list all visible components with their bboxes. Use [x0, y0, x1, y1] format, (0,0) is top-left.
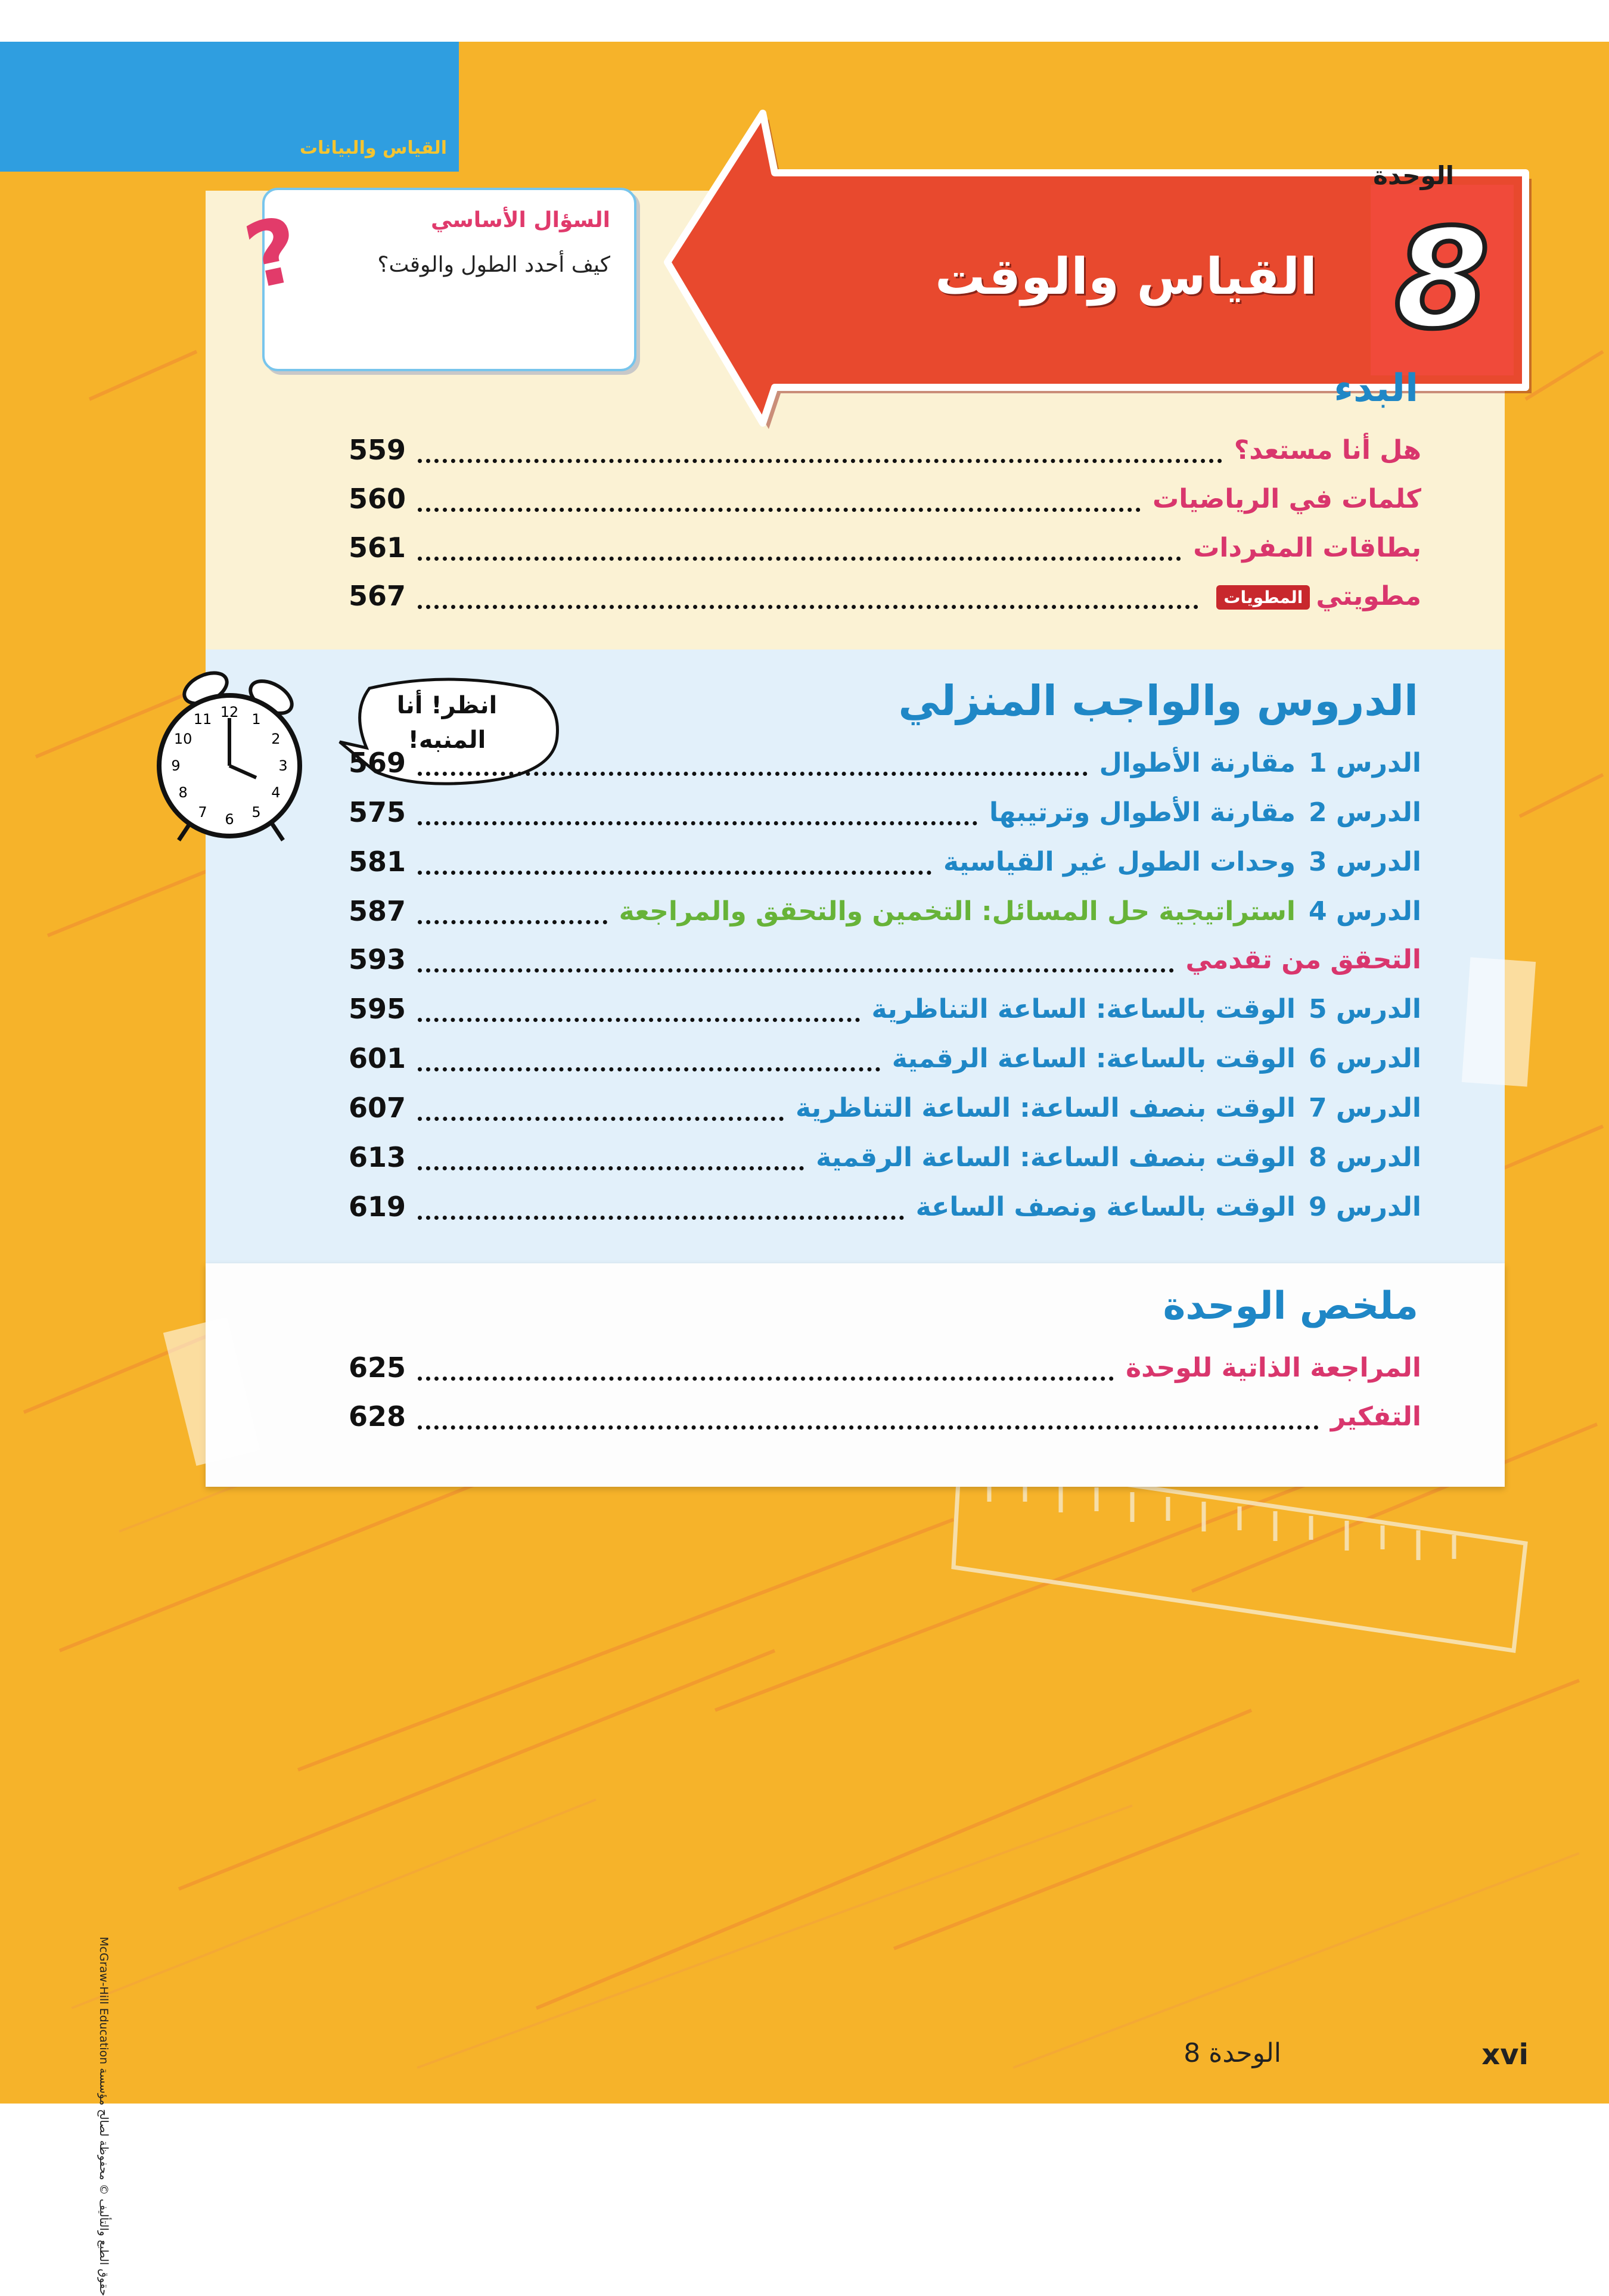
leader-dots — [418, 1377, 1114, 1381]
lesson-number: الدرس 2 — [1308, 797, 1421, 828]
lesson-page: 601 — [349, 1042, 406, 1074]
leader-dots — [418, 1067, 880, 1071]
lesson-entry[interactable] — [349, 1037, 1421, 1079]
essential-question-text: كيف أحدد الطول والوقت؟ — [377, 253, 610, 277]
toc-entry[interactable] — [349, 527, 1421, 568]
clock-numeral: 11 — [193, 711, 212, 728]
toc-entry-label: التفكير — [1330, 1401, 1421, 1432]
lesson-entry[interactable] — [349, 890, 1421, 932]
page-background — [0, 42, 1609, 2296]
clock-numeral: 10 — [173, 731, 192, 747]
lesson-page: 593 — [349, 943, 406, 975]
lesson-number: الدرس 4 — [1308, 896, 1421, 927]
lesson-entry[interactable] — [349, 1186, 1421, 1228]
footer-page-number: xvi — [1481, 2038, 1529, 2071]
leader-dots — [418, 508, 1141, 512]
lesson-entry[interactable] — [349, 988, 1421, 1030]
unit-title: القياس والوقت — [935, 247, 1317, 306]
toc-entry-label: كلمات في الرياضيات — [1153, 483, 1421, 514]
toc-entry-page: 561 — [349, 532, 406, 564]
lesson-number: الدرس 7 — [1308, 1092, 1421, 1123]
lesson-page: 607 — [349, 1092, 406, 1124]
lesson-title: الوقت بالساعة: الساعة الرقمية — [892, 1043, 1296, 1074]
toc-entry[interactable] — [349, 1396, 1421, 1437]
toc-entry-page: 625 — [349, 1351, 406, 1384]
lesson-entry[interactable] — [349, 742, 1421, 784]
toc-entry-label — [1210, 581, 1421, 611]
leader-dots — [418, 821, 977, 825]
lesson-page: 575 — [349, 796, 406, 828]
lesson-title: الوقت بالساعة: الساعة التناظرية — [871, 993, 1296, 1024]
lesson-entry[interactable] — [349, 1136, 1421, 1178]
leader-dots — [418, 1018, 860, 1022]
question-mark-icon: ? — [236, 197, 309, 310]
lesson-page: 595 — [349, 993, 406, 1025]
clock-numeral: 6 — [225, 811, 234, 828]
progress-check-entry[interactable] — [349, 939, 1421, 980]
lesson-entry[interactable] — [349, 1087, 1421, 1129]
leader-dots — [418, 557, 1181, 561]
toc-entry[interactable] — [349, 1347, 1421, 1388]
lesson-title: مقارنة الأطوال وترتيبها — [989, 797, 1296, 828]
lesson-title: مقارنة الأطوال — [1099, 747, 1296, 778]
lesson-number: الدرس 8 — [1308, 1142, 1421, 1173]
alarm-clock-icon — [143, 661, 304, 846]
leader-dots — [418, 1166, 804, 1170]
lesson-page: 581 — [349, 846, 406, 878]
lesson-title: الوقت بنصف الساعة: الساعة الرقمية — [816, 1142, 1296, 1173]
toc-entry-label: هل أنا مستعد؟ — [1234, 434, 1421, 465]
clock-numeral: 7 — [198, 803, 207, 821]
lesson-number: الدرس 5 — [1308, 993, 1421, 1024]
clock-numeral: 12 — [220, 704, 239, 720]
toc-entry[interactable] — [349, 575, 1421, 617]
lesson-page: 619 — [349, 1191, 406, 1223]
toc-entry[interactable] — [349, 478, 1421, 520]
foldable-label: مطويتي — [1316, 580, 1421, 611]
leader-dots — [418, 772, 1088, 776]
toc-entry-page: 559 — [349, 434, 406, 466]
clock-numeral: 9 — [171, 757, 181, 774]
essential-question-card — [236, 188, 636, 371]
unit-strand-tab — [0, 42, 459, 172]
leader-dots — [418, 871, 931, 875]
essential-question-title: السؤال الأساسي — [430, 208, 610, 232]
lesson-number: الدرس 6 — [1308, 1043, 1421, 1074]
footer-unit-label: الوحدة 8 — [1184, 2038, 1281, 2068]
lesson-page: 587 — [349, 895, 406, 927]
tape-strip — [1462, 957, 1536, 1086]
lesson-number: الدرس 1 — [1308, 747, 1421, 778]
unit-word: الوحدة — [1373, 161, 1454, 190]
speech-bubble-text: انظر! أنا المنبه! — [396, 692, 498, 754]
copyright-credit: McGraw-Hill Education حقوق الطبع والتأليف © محفوظة لصالح مؤسسة — [97, 1937, 110, 2296]
lesson-entry[interactable] — [349, 841, 1421, 883]
strand-label: القياس والبيانات — [299, 138, 447, 159]
lesson-title: وحدات الطول غير القياسية — [943, 846, 1296, 877]
leader-dots — [418, 968, 1174, 973]
lesson-page: 569 — [349, 747, 406, 779]
leader-dots — [418, 459, 1222, 463]
toc-entry-label: المراجعة الذاتية للوحدة — [1126, 1352, 1421, 1383]
toc-entry[interactable] — [349, 429, 1421, 471]
clock-numeral: 8 — [178, 784, 188, 801]
leader-dots — [418, 1425, 1319, 1430]
lesson-title: الوقت بنصف الساعة: الساعة التناظرية — [795, 1092, 1296, 1123]
start-heading: البدء — [1334, 366, 1418, 411]
leader-dots — [418, 920, 607, 924]
lesson-title: التحقق من تقدمي — [1185, 944, 1421, 975]
lesson-number: الدرس 9 — [1308, 1191, 1421, 1222]
clock-numeral: 5 — [251, 803, 261, 821]
clock-numeral: 4 — [271, 784, 281, 801]
lesson-number: الدرس 3 — [1308, 846, 1421, 877]
lesson-title: استراتيجية حل المسائل: التخمين والتحقق والمراجعة — [619, 896, 1296, 927]
toc-entry-page: 560 — [349, 483, 406, 515]
lesson-entry[interactable] — [349, 791, 1421, 833]
lessons-heading: الدروس والواجب المنزلي — [898, 676, 1418, 725]
leader-dots — [418, 1117, 784, 1121]
toc-entry-page: 628 — [349, 1400, 406, 1433]
clock-numeral: 3 — [278, 757, 288, 774]
leader-dots — [418, 1216, 904, 1220]
leader-dots — [418, 605, 1198, 609]
toc-entry-page: 567 — [349, 580, 406, 612]
clock-numeral: 2 — [271, 731, 281, 747]
foldables-tag: المطويات — [1216, 585, 1310, 610]
lesson-title: الوقت بالساعة ونصف الساعة — [915, 1191, 1296, 1222]
clock-numeral: 1 — [251, 711, 261, 728]
lesson-page: 613 — [349, 1141, 406, 1173]
unit-number: 8 — [1394, 200, 1490, 359]
summary-heading: ملخص الوحدة — [1163, 1284, 1418, 1328]
toc-entry-label: بطاقات المفردات — [1193, 532, 1421, 563]
